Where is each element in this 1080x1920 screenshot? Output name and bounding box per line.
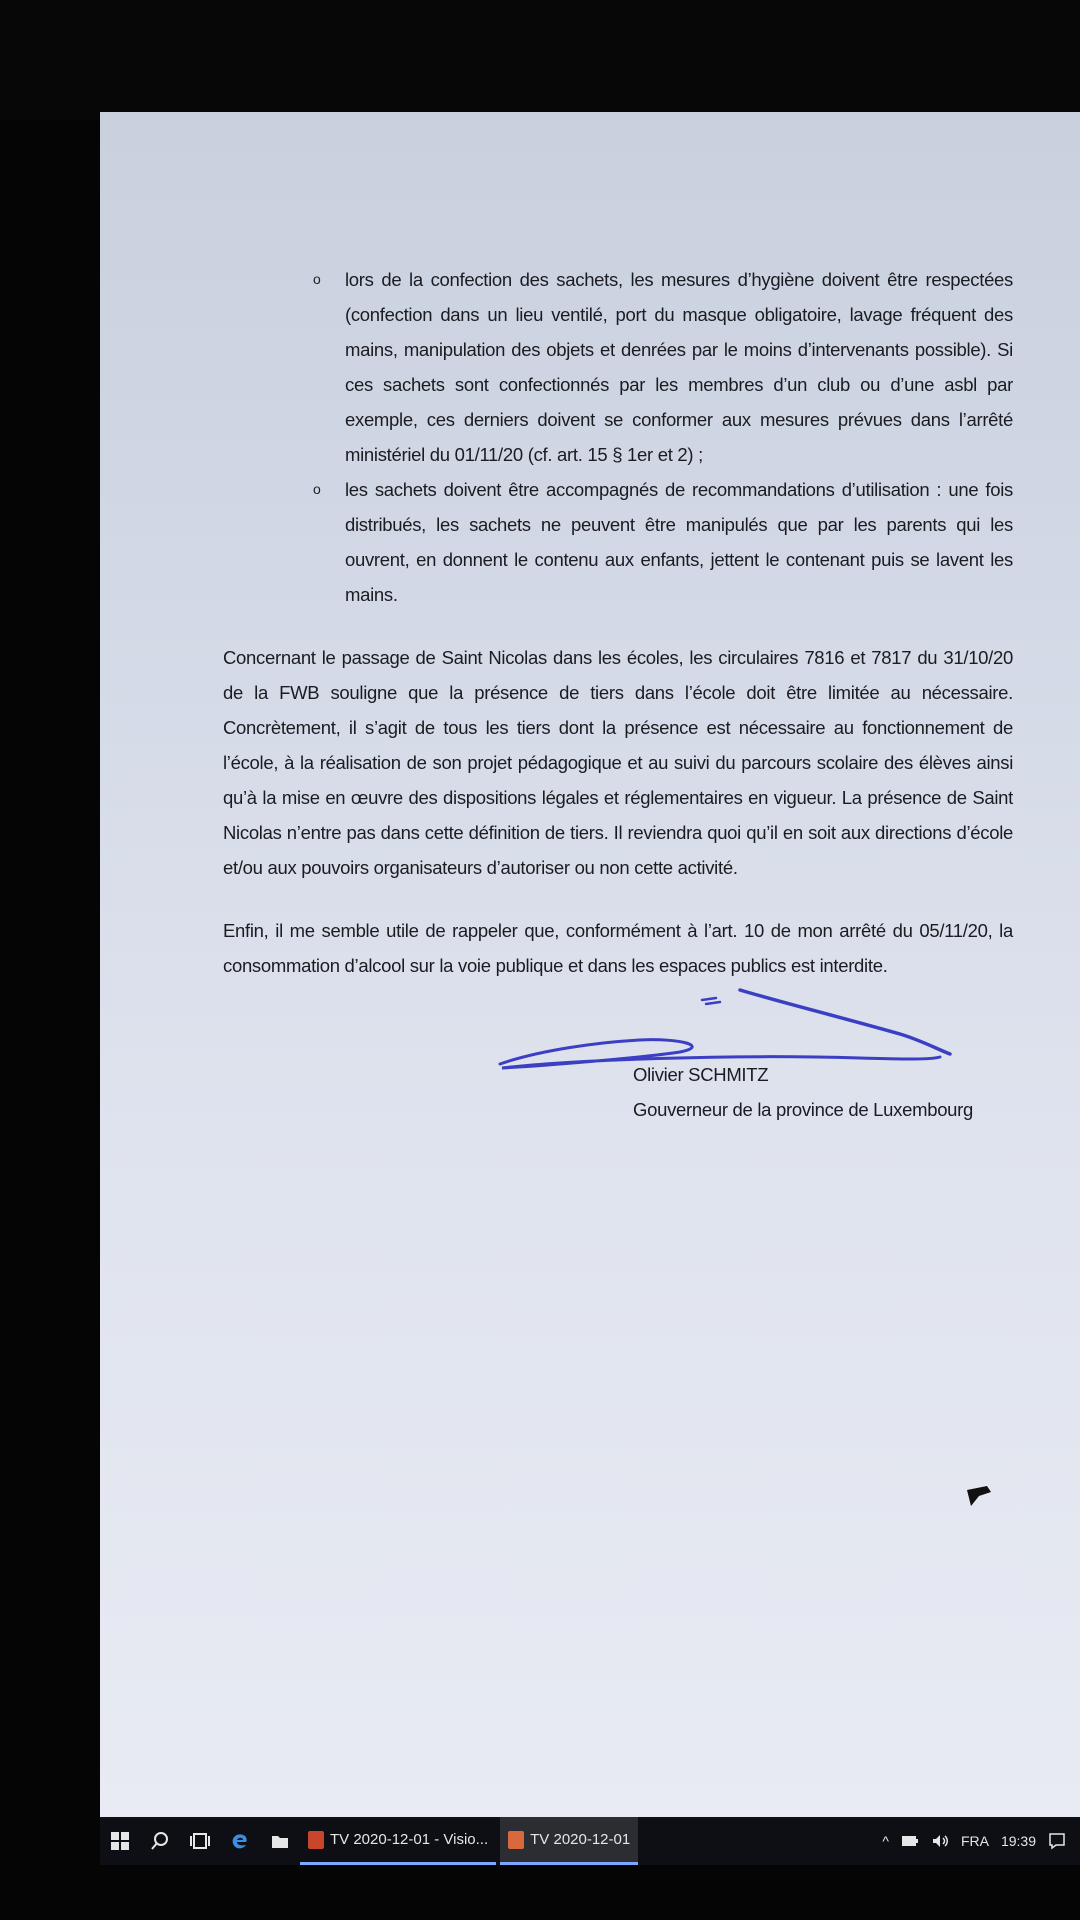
signatory-title: Gouverneur de la province de Luxembourg: [633, 1099, 974, 1120]
document-viewer[interactable]: [100, 112, 1080, 1817]
taskbar-app-presentation[interactable]: [500, 1817, 638, 1865]
bullet-text: lors de la confection des sachets, les mesures d’hygiène doivent être respectées (confection dans un lieu ventilé, port du masque obligatoire, lavage fréquent des mains, manipulation des objets et denrées par le moins d’intervenants possible). Si ces sachets sont confectionnés par les membres d’un club ou d’une asbl par exemple, ces derniers doivent se conformer aux mesures prévues dans l’arrêté ministériel du 01/11/20 (cf. art. 15 § 1er et 2) ;: [345, 269, 1013, 465]
language-indicator[interactable]: FRA: [960, 1833, 989, 1849]
bullet-marker: o: [313, 481, 321, 497]
presentation-icon: [508, 1831, 524, 1849]
edge-icon: [230, 1831, 250, 1851]
paragraph-saint-nicolas: Concernant le passage de Saint Nicolas dans les écoles, les circulaires 7816 et 7817 du 31/10/20 de la FWB souligne que la présence de tiers dans l’école doit être limitée au nécessaire. Concrètement, il s’agit de tous les tiers dont la présence est nécessaire au fonctionnement de l’école, à la réalisation de son projet pédagogique et au suivi du parcours scolaire des élèves ainsi qu’à la mise en œuvre des dispositions légales et réglementaires en vigueur. La présence de Saint Nicolas n’entre pas dans cette définition de tiers. Il reviendra quoi qu’il en soit aux directions d’école et/ou aux pouvoirs organisateurs d’autoriser ou non cette activité.: [223, 647, 1013, 878]
monitor-bezel-top: [0, 0, 1080, 120]
paragraph-alcohol: Enfin, il me semble utile de rappeler que, conformément à l’art. 10 de mon arrêté du 05/11/20, la consommation d’alcool sur la voie publique et dans les espaces publics est interdite.: [223, 920, 1013, 976]
search-icon: [150, 1831, 170, 1851]
list-item: [313, 262, 1013, 472]
clock[interactable]: 19:39: [1000, 1833, 1036, 1849]
task-view-button[interactable]: [180, 1817, 220, 1865]
bullet-list: [313, 262, 1013, 612]
task-view-icon: [190, 1831, 210, 1851]
edge-browser-button[interactable]: [220, 1817, 260, 1865]
volume-icon[interactable]: [931, 1833, 949, 1849]
taskbar-app-label: TV 2020-12-01 - Visio...: [330, 1831, 489, 1848]
taskbar-app-visio[interactable]: [300, 1817, 496, 1865]
chevron-up-icon[interactable]: ^: [882, 1833, 889, 1849]
document-page: [223, 262, 1013, 983]
mouse-cursor-icon: [965, 1482, 995, 1508]
windows-taskbar: [100, 1817, 1080, 1865]
list-item: [313, 472, 1013, 612]
monitor-bezel-bottom: [0, 1865, 1080, 1920]
powerpoint-icon: [308, 1831, 324, 1849]
signature-block: [633, 1057, 973, 1127]
system-tray: [882, 1832, 1080, 1850]
bullet-marker: o: [313, 271, 321, 287]
file-explorer-button[interactable]: [260, 1817, 300, 1865]
folder-icon: [270, 1831, 290, 1851]
windows-logo-icon: [110, 1831, 130, 1851]
notifications-icon[interactable]: [1048, 1832, 1066, 1850]
signatory-name: Olivier SCHMITZ: [633, 1064, 769, 1085]
bullet-text: les sachets doivent être accompagnés de recommandations d’utilisation : une fois distribués, les sachets ne peuvent être manipulés que par les parents qui les ouvrent, en donnent le contenu aux enfants, jettent le contenant puis se lavent les mains.: [345, 479, 1013, 605]
taskbar-app-label: TV 2020-12-01: [530, 1831, 631, 1848]
battery-icon[interactable]: [901, 1834, 919, 1848]
start-button[interactable]: [100, 1817, 140, 1865]
search-button[interactable]: [140, 1817, 180, 1865]
